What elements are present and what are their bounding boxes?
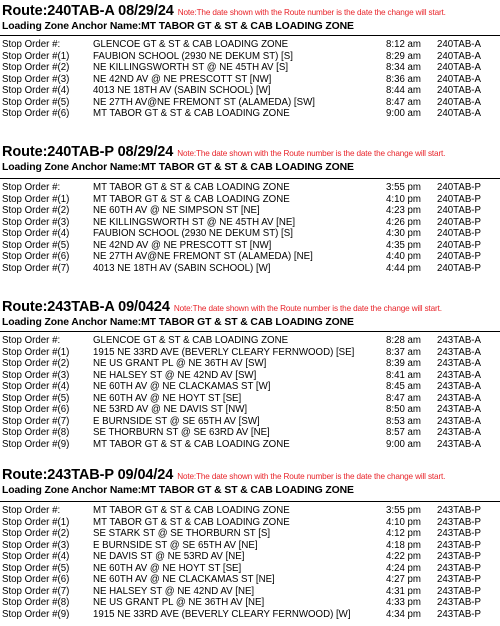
route-header	[0, 143, 500, 161]
stop-time: 4:40 pm	[386, 251, 422, 262]
stop-order-label: Stop Order #(1)	[2, 193, 70, 205]
stop-order-label: Stop Order #(6)	[2, 108, 70, 119]
stop-location: MT TABOR GT & ST & CAB LOADING ZONE	[93, 438, 290, 450]
route-header	[0, 298, 500, 316]
stop-time: 4:44 pm	[386, 262, 422, 274]
stop-time: 9:00 am	[386, 438, 422, 450]
stop-time: 8:12 am	[386, 39, 422, 50]
stop-time: 8:41 am	[386, 369, 422, 381]
route-code: 243TAB-P	[437, 516, 481, 528]
stop-row	[0, 574, 500, 586]
section-divider	[0, 35, 500, 36]
stop-time: 4:35 pm	[386, 239, 422, 251]
stop-order-label: Stop Order #(5)	[2, 392, 70, 404]
loading-zone-anchor: Loading Zone Anchor Name:MT TABOR GT & ST & CAB LOADING ZONE	[2, 485, 354, 496]
stop-location: NE 60TH AV @ NE CLACKAMAS ST [NE]	[93, 574, 275, 585]
stop-location: NE 42ND AV @ NE PRESCOTT ST [NW]	[93, 239, 272, 251]
stop-order-label: Stop Order #(7)	[2, 262, 70, 274]
route-code: 240TAB-P	[437, 182, 481, 193]
route-code: 240TAB-P	[437, 262, 481, 274]
stop-time: 4:24 pm	[386, 562, 422, 574]
stop-time: 8:37 am	[386, 346, 422, 358]
route-code: 243TAB-P	[437, 597, 481, 608]
stop-time: 8:57 am	[386, 427, 422, 438]
stop-time: 3:55 pm	[386, 505, 422, 516]
stop-time: 8:47 am	[386, 96, 422, 108]
stop-row	[0, 205, 500, 217]
stop-time: 8:45 am	[386, 381, 422, 392]
section-divider	[0, 331, 500, 332]
stop-location: NE KILLINGSWORTH ST @ NE 45TH AV [NE]	[93, 216, 296, 228]
stop-time: 4:10 pm	[386, 193, 422, 205]
stop-row	[0, 85, 500, 97]
loading-zone-anchor: Loading Zone Anchor Name:MT TABOR GT & ST & CAB LOADING ZONE	[2, 317, 354, 328]
route-code: 243TAB-P	[437, 551, 481, 562]
stop-order-label: Stop Order #(6)	[2, 404, 70, 415]
section-divider	[0, 178, 500, 179]
route-code: 240TAB-P	[437, 228, 481, 239]
stop-row	[0, 439, 500, 451]
route-section	[0, 466, 500, 620]
route-section	[0, 143, 500, 274]
stop-order-label: Stop Order #:	[2, 39, 61, 50]
stop-order-label: Stop Order #(1)	[2, 346, 70, 358]
stop-row	[0, 217, 500, 229]
stop-row	[0, 505, 500, 517]
route-note: Note:The date shown with the Route number is the date the change will start.	[177, 8, 446, 17]
stop-order-label: Stop Order #(4)	[2, 551, 70, 562]
route-note: Note:The date shown with the Route number is the date the change will start.	[177, 149, 446, 158]
route-code: 243TAB-A	[437, 335, 481, 346]
stop-row	[0, 551, 500, 563]
stop-time: 4:12 pm	[386, 528, 422, 539]
stop-row	[0, 609, 500, 621]
stop-order-label: Stop Order #(1)	[2, 516, 70, 528]
stop-row	[0, 335, 500, 347]
stop-order-label: Stop Order #(8)	[2, 427, 70, 438]
stop-location: GLENCOE GT & ST & CAB LOADING ZONE	[93, 39, 289, 50]
route-code: 240TAB-P	[437, 216, 481, 228]
stop-location: FAUBION SCHOOL (2930 NE DEKUM ST) [S]	[93, 228, 293, 239]
stop-order-label: Stop Order #:	[2, 182, 61, 193]
route-code: 243TAB-P	[437, 562, 481, 574]
route-note: Note:The date shown with the Route number is the date the change will start.	[177, 472, 446, 481]
stop-row	[0, 228, 500, 240]
stop-time: 8:28 am	[386, 335, 422, 346]
route-header	[0, 466, 500, 484]
stop-order-label: Stop Order #(2)	[2, 358, 70, 369]
stop-order-label: Stop Order #(7)	[2, 415, 70, 427]
section-divider	[0, 501, 500, 502]
stop-order-label: Stop Order #(4)	[2, 381, 70, 392]
route-code: 240TAB-A	[437, 50, 481, 62]
loading-zone-anchor: Loading Zone Anchor Name:MT TABOR GT & ST & CAB LOADING ZONE	[2, 162, 354, 173]
stop-location: NE US GRANT PL @ NE 36TH AV [NE]	[93, 597, 265, 608]
stop-order-label: Stop Order #(8)	[2, 597, 70, 608]
stop-location: NE 27TH AV@NE FREMONT ST (ALAMEDA) [SW]	[93, 96, 315, 108]
stop-row	[0, 51, 500, 63]
stop-order-label: Stop Order #(9)	[2, 438, 70, 450]
stop-location: E BURNSIDE ST @ SE 65TH AV [NE]	[93, 539, 258, 551]
stop-time: 8:36 am	[386, 73, 422, 85]
stop-time: 4:33 pm	[386, 597, 422, 608]
route-code: 243TAB-P	[437, 574, 481, 585]
route-code: 243TAB-A	[437, 427, 481, 438]
stop-location: MT TABOR GT & ST & CAB LOADING ZONE	[93, 193, 290, 205]
stop-order-label: Stop Order #(4)	[2, 228, 70, 239]
route-title: Route:240TAB-P 08/29/24	[2, 144, 174, 160]
route-code: 240TAB-A	[437, 108, 481, 119]
route-code: 243TAB-A	[437, 381, 481, 392]
route-code: 243TAB-P	[437, 505, 481, 516]
route-code: 243TAB-A	[437, 438, 481, 450]
stop-row	[0, 62, 500, 74]
route-code: 243TAB-P	[437, 608, 481, 620]
route-code: 243TAB-A	[437, 369, 481, 381]
stop-time: 9:00 am	[386, 108, 422, 119]
stop-location: MT TABOR GT & ST & CAB LOADING ZONE	[93, 516, 290, 528]
route-title: Route:243TAB-A 09/0424	[2, 299, 170, 315]
stop-location: MT TABOR GT & ST & CAB LOADING ZONE	[93, 182, 290, 193]
route-code: 243TAB-P	[437, 585, 481, 597]
stop-order-label: Stop Order #:	[2, 505, 61, 516]
stop-row	[0, 194, 500, 206]
stop-time: 8:34 am	[386, 62, 422, 73]
stop-row	[0, 540, 500, 552]
stop-time: 4:31 pm	[386, 585, 422, 597]
stop-location: FAUBION SCHOOL (2930 NE DEKUM ST) [S]	[93, 50, 293, 62]
stop-location: NE DAVIS ST @ NE 53RD AV [NE]	[93, 551, 245, 562]
stop-location: NE KILLINGSWORTH ST @ NE 45TH AV [S]	[93, 62, 289, 73]
stop-row	[0, 381, 500, 393]
stop-order-label: Stop Order #(9)	[2, 608, 70, 620]
stop-order-label: Stop Order #(6)	[2, 574, 70, 585]
stop-row	[0, 251, 500, 263]
route-code: 243TAB-P	[437, 539, 481, 551]
route-code: 243TAB-P	[437, 528, 481, 539]
stop-location: GLENCOE GT & ST & CAB LOADING ZONE	[93, 335, 289, 346]
route-header	[0, 2, 500, 20]
stop-location: NE 60TH AV @ NE HOYT ST [SE]	[93, 562, 242, 574]
stop-row	[0, 586, 500, 598]
stop-location: NE 60TH AV @ NE SIMPSON ST [NE]	[93, 205, 260, 216]
stop-location: SE THORBURN ST @ SE 63RD AV [NE]	[93, 427, 270, 438]
route-code: 240TAB-A	[437, 85, 481, 96]
stop-row	[0, 370, 500, 382]
route-code: 240TAB-P	[437, 193, 481, 205]
stop-row	[0, 597, 500, 609]
stop-time: 4:10 pm	[386, 516, 422, 528]
route-code: 240TAB-P	[437, 251, 481, 262]
stop-time: 3:55 pm	[386, 182, 422, 193]
stop-row	[0, 263, 500, 275]
stop-row	[0, 517, 500, 529]
stop-order-label: Stop Order #(2)	[2, 205, 70, 216]
stop-location: NE HALSEY ST @ NE 42ND AV [NE]	[93, 585, 255, 597]
stop-row	[0, 528, 500, 540]
stop-row	[0, 393, 500, 405]
stop-row	[0, 563, 500, 575]
stop-location: 1915 NE 33RD AVE (BEVERLY CLEARY FERNWOOD) [SE]	[93, 346, 355, 358]
loading-zone-anchor: Loading Zone Anchor Name:MT TABOR GT & ST & CAB LOADING ZONE	[2, 21, 354, 32]
stop-order-label: Stop Order #(1)	[2, 50, 70, 62]
stop-row	[0, 347, 500, 359]
stop-row	[0, 39, 500, 51]
stop-location: MT TABOR GT & ST & CAB LOADING ZONE	[93, 505, 290, 516]
stop-location: NE 27TH AV@NE FREMONT ST (ALAMEDA) [NE]	[93, 251, 313, 262]
stop-row	[0, 97, 500, 109]
stop-order-label: Stop Order #(6)	[2, 251, 70, 262]
stop-time: 4:22 pm	[386, 551, 422, 562]
route-title: Route:240TAB-A 08/29/24	[2, 3, 174, 19]
stop-order-label: Stop Order #:	[2, 335, 61, 346]
stop-time: 8:29 am	[386, 50, 422, 62]
stop-location: NE 60TH AV @ NE CLACKAMAS ST [W]	[93, 381, 271, 392]
route-code: 240TAB-A	[437, 96, 481, 108]
stop-location: 4013 NE 18TH AV (SABIN SCHOOL) [W]	[93, 262, 271, 274]
stop-time: 4:26 pm	[386, 216, 422, 228]
route-title: Route:243TAB-P 09/04/24	[2, 467, 174, 483]
route-code: 240TAB-A	[437, 62, 481, 73]
stop-order-label: Stop Order #(5)	[2, 96, 70, 108]
stop-time: 8:50 am	[386, 404, 422, 415]
route-code: 243TAB-A	[437, 346, 481, 358]
route-note: Note:The date shown with the Route number is the date the change will start.	[173, 304, 442, 313]
stop-time: 8:39 am	[386, 358, 422, 369]
stop-row	[0, 182, 500, 194]
stop-order-label: Stop Order #(4)	[2, 85, 70, 96]
route-code: 243TAB-A	[437, 358, 481, 369]
stop-order-label: Stop Order #(3)	[2, 73, 70, 85]
stop-location: 1915 NE 33RD AVE (BEVERLY CLEARY FERNWOOD) [W]	[93, 608, 351, 620]
stop-row	[0, 240, 500, 252]
route-code: 243TAB-A	[437, 392, 481, 404]
stop-order-label: Stop Order #(3)	[2, 539, 70, 551]
route-code: 243TAB-A	[437, 415, 481, 427]
stop-time: 4:27 pm	[386, 574, 422, 585]
stop-location: 4013 NE 18TH AV (SABIN SCHOOL) [W]	[93, 85, 271, 96]
route-code: 240TAB-A	[437, 39, 481, 50]
stop-location: SE STARK ST @ SE THORBURN ST [S]	[93, 528, 271, 539]
stop-time: 8:44 am	[386, 85, 422, 96]
stop-location: MT TABOR GT & ST & CAB LOADING ZONE	[93, 108, 290, 119]
stop-row	[0, 358, 500, 370]
route-code: 240TAB-A	[437, 73, 481, 85]
stop-location: NE US GRANT PL @ NE 36TH AV [SW]	[93, 358, 267, 369]
route-section	[0, 2, 500, 119]
stop-time: 8:47 am	[386, 392, 422, 404]
stop-row	[0, 404, 500, 416]
stop-order-label: Stop Order #(3)	[2, 216, 70, 228]
stop-time: 4:18 pm	[386, 539, 422, 551]
route-code: 240TAB-P	[437, 239, 481, 251]
stop-order-label: Stop Order #(7)	[2, 585, 70, 597]
stop-order-label: Stop Order #(2)	[2, 528, 70, 539]
stop-order-label: Stop Order #(2)	[2, 62, 70, 73]
stop-location: NE 60TH AV @ NE HOYT ST [SE]	[93, 392, 242, 404]
route-code: 243TAB-A	[437, 404, 481, 415]
stop-order-label: Stop Order #(5)	[2, 562, 70, 574]
stop-time: 4:34 pm	[386, 608, 422, 620]
stop-time: 8:53 am	[386, 415, 422, 427]
stop-row	[0, 108, 500, 120]
stop-time: 4:30 pm	[386, 228, 422, 239]
stop-location: E BURNSIDE ST @ SE 65TH AV [SW]	[93, 415, 260, 427]
stop-row	[0, 74, 500, 86]
stop-row	[0, 416, 500, 428]
stop-order-label: Stop Order #(3)	[2, 369, 70, 381]
stop-location: NE 42ND AV @ NE PRESCOTT ST [NW]	[93, 73, 272, 85]
stop-location: NE 53RD AV @ NE DAVIS ST [NW]	[93, 404, 248, 415]
stop-time: 4:23 pm	[386, 205, 422, 216]
route-section	[0, 298, 500, 450]
stop-location: NE HALSEY ST @ NE 42ND AV [SW]	[93, 369, 257, 381]
route-code: 240TAB-P	[437, 205, 481, 216]
stop-order-label: Stop Order #(5)	[2, 239, 70, 251]
stop-row	[0, 427, 500, 439]
